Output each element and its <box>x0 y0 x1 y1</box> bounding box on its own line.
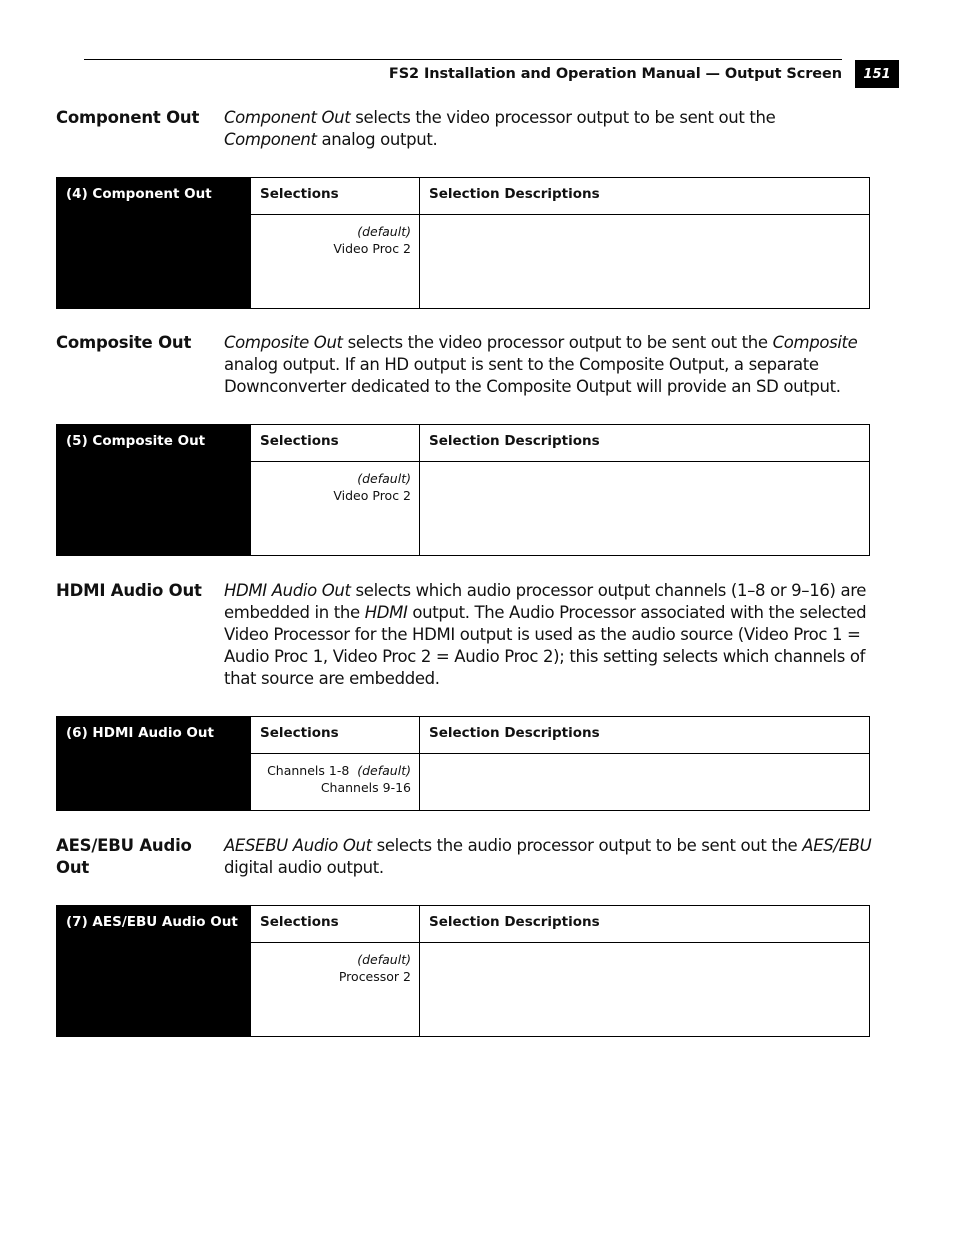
param-table-hdmi-audio-out <box>56 716 870 811</box>
table-header <box>251 717 869 754</box>
column-header-selections: Selections <box>251 717 420 753</box>
italic-term: Composite <box>772 333 858 352</box>
section-description <box>224 580 872 690</box>
section-description <box>224 835 872 879</box>
page-number: 151 <box>855 60 899 88</box>
column-header-descriptions: Selection Descriptions <box>429 186 600 202</box>
selections-cell <box>251 215 420 308</box>
description-text: selects the audio processor output to be sent out the <box>371 836 803 855</box>
selections-cell <box>251 754 420 810</box>
section-description <box>224 332 872 398</box>
description-text: selects the video processor output to be sent out the <box>350 108 776 127</box>
header-rule <box>84 59 842 60</box>
italic-term: AES/EBU <box>802 836 872 855</box>
selection-option: Video Proc 2 <box>333 488 411 503</box>
selections-cell <box>251 462 420 555</box>
table-body <box>251 215 869 308</box>
descriptions-cell <box>420 215 869 308</box>
description-text: selects the video processor output to be sent out the <box>342 333 773 352</box>
param-name: (4) Component Out <box>57 178 251 308</box>
selections-cell <box>251 943 420 1036</box>
descriptions-cell <box>420 462 869 555</box>
italic-term: Component Out <box>224 108 351 127</box>
column-header-descriptions: Selection Descriptions <box>429 725 600 741</box>
column-header-selections: Selections <box>251 178 420 214</box>
default-marker: (default) <box>357 224 411 239</box>
param-table-aes-ebu-audio-out <box>56 905 870 1037</box>
selection-option: Processor 2 <box>338 969 411 984</box>
default-marker: (default) <box>357 952 411 967</box>
table-header <box>251 906 869 943</box>
table-body <box>251 462 869 555</box>
param-name: (7) AES/EBU Audio Out <box>57 906 251 1036</box>
table-header <box>251 178 869 215</box>
italic-term: HDMI Audio Out <box>224 581 351 600</box>
descriptions-cell <box>420 754 869 810</box>
column-header-descriptions: Selection Descriptions <box>429 433 600 449</box>
selection-option: Video Proc 2 <box>333 241 411 256</box>
section-label: Component Out <box>56 108 200 127</box>
selection-option: Channels 9-16 <box>320 780 411 795</box>
description-text: digital audio output. <box>224 858 384 877</box>
param-table-composite-out <box>56 424 870 556</box>
description-text: selects which audio processor output channels (1–8 or 9–16) are embedded in the <box>224 581 867 622</box>
param-table-component-out <box>56 177 870 309</box>
column-header-descriptions: Selection Descriptions <box>429 914 600 930</box>
selection-option: Channels 1-8 <box>267 763 350 778</box>
running-header: FS2 Installation and Operation Manual — Output Screen <box>388 66 842 82</box>
table-body <box>251 754 869 810</box>
section-description <box>224 107 872 151</box>
italic-term: Component <box>224 130 317 149</box>
table-header <box>251 425 869 462</box>
italic-term: HDMI <box>364 603 408 622</box>
description-text: analog output. If an HD output is sent to the Composite Output, a separate Downconverter dedicated to the Composite Output will provide an SD output. <box>224 355 841 396</box>
italic-term: AESEBU Audio Out <box>224 836 372 855</box>
section-label: AES/EBU Audio Out <box>56 836 192 877</box>
default-marker: (default) <box>357 763 411 778</box>
param-name: (6) HDMI Audio Out <box>57 717 251 810</box>
section-label: Composite Out <box>56 333 192 352</box>
descriptions-cell <box>420 943 869 1036</box>
description-text: output. The Audio Processor associated with the selected Video Processor for the HDMI output is used as the audio source (Video Proc 1 = Audio Proc 1, Video Proc 2 = Audio Proc 2); this setting selects which channels of that source are embedded. <box>224 603 867 688</box>
table-body <box>251 943 869 1036</box>
section-label: HDMI Audio Out <box>56 581 202 600</box>
param-name: (5) Composite Out <box>57 425 251 555</box>
italic-term: Composite Out <box>224 333 343 352</box>
column-header-selections: Selections <box>251 906 420 942</box>
default-marker: (default) <box>357 471 411 486</box>
description-text: analog output. <box>316 130 438 149</box>
column-header-selections: Selections <box>251 425 420 461</box>
